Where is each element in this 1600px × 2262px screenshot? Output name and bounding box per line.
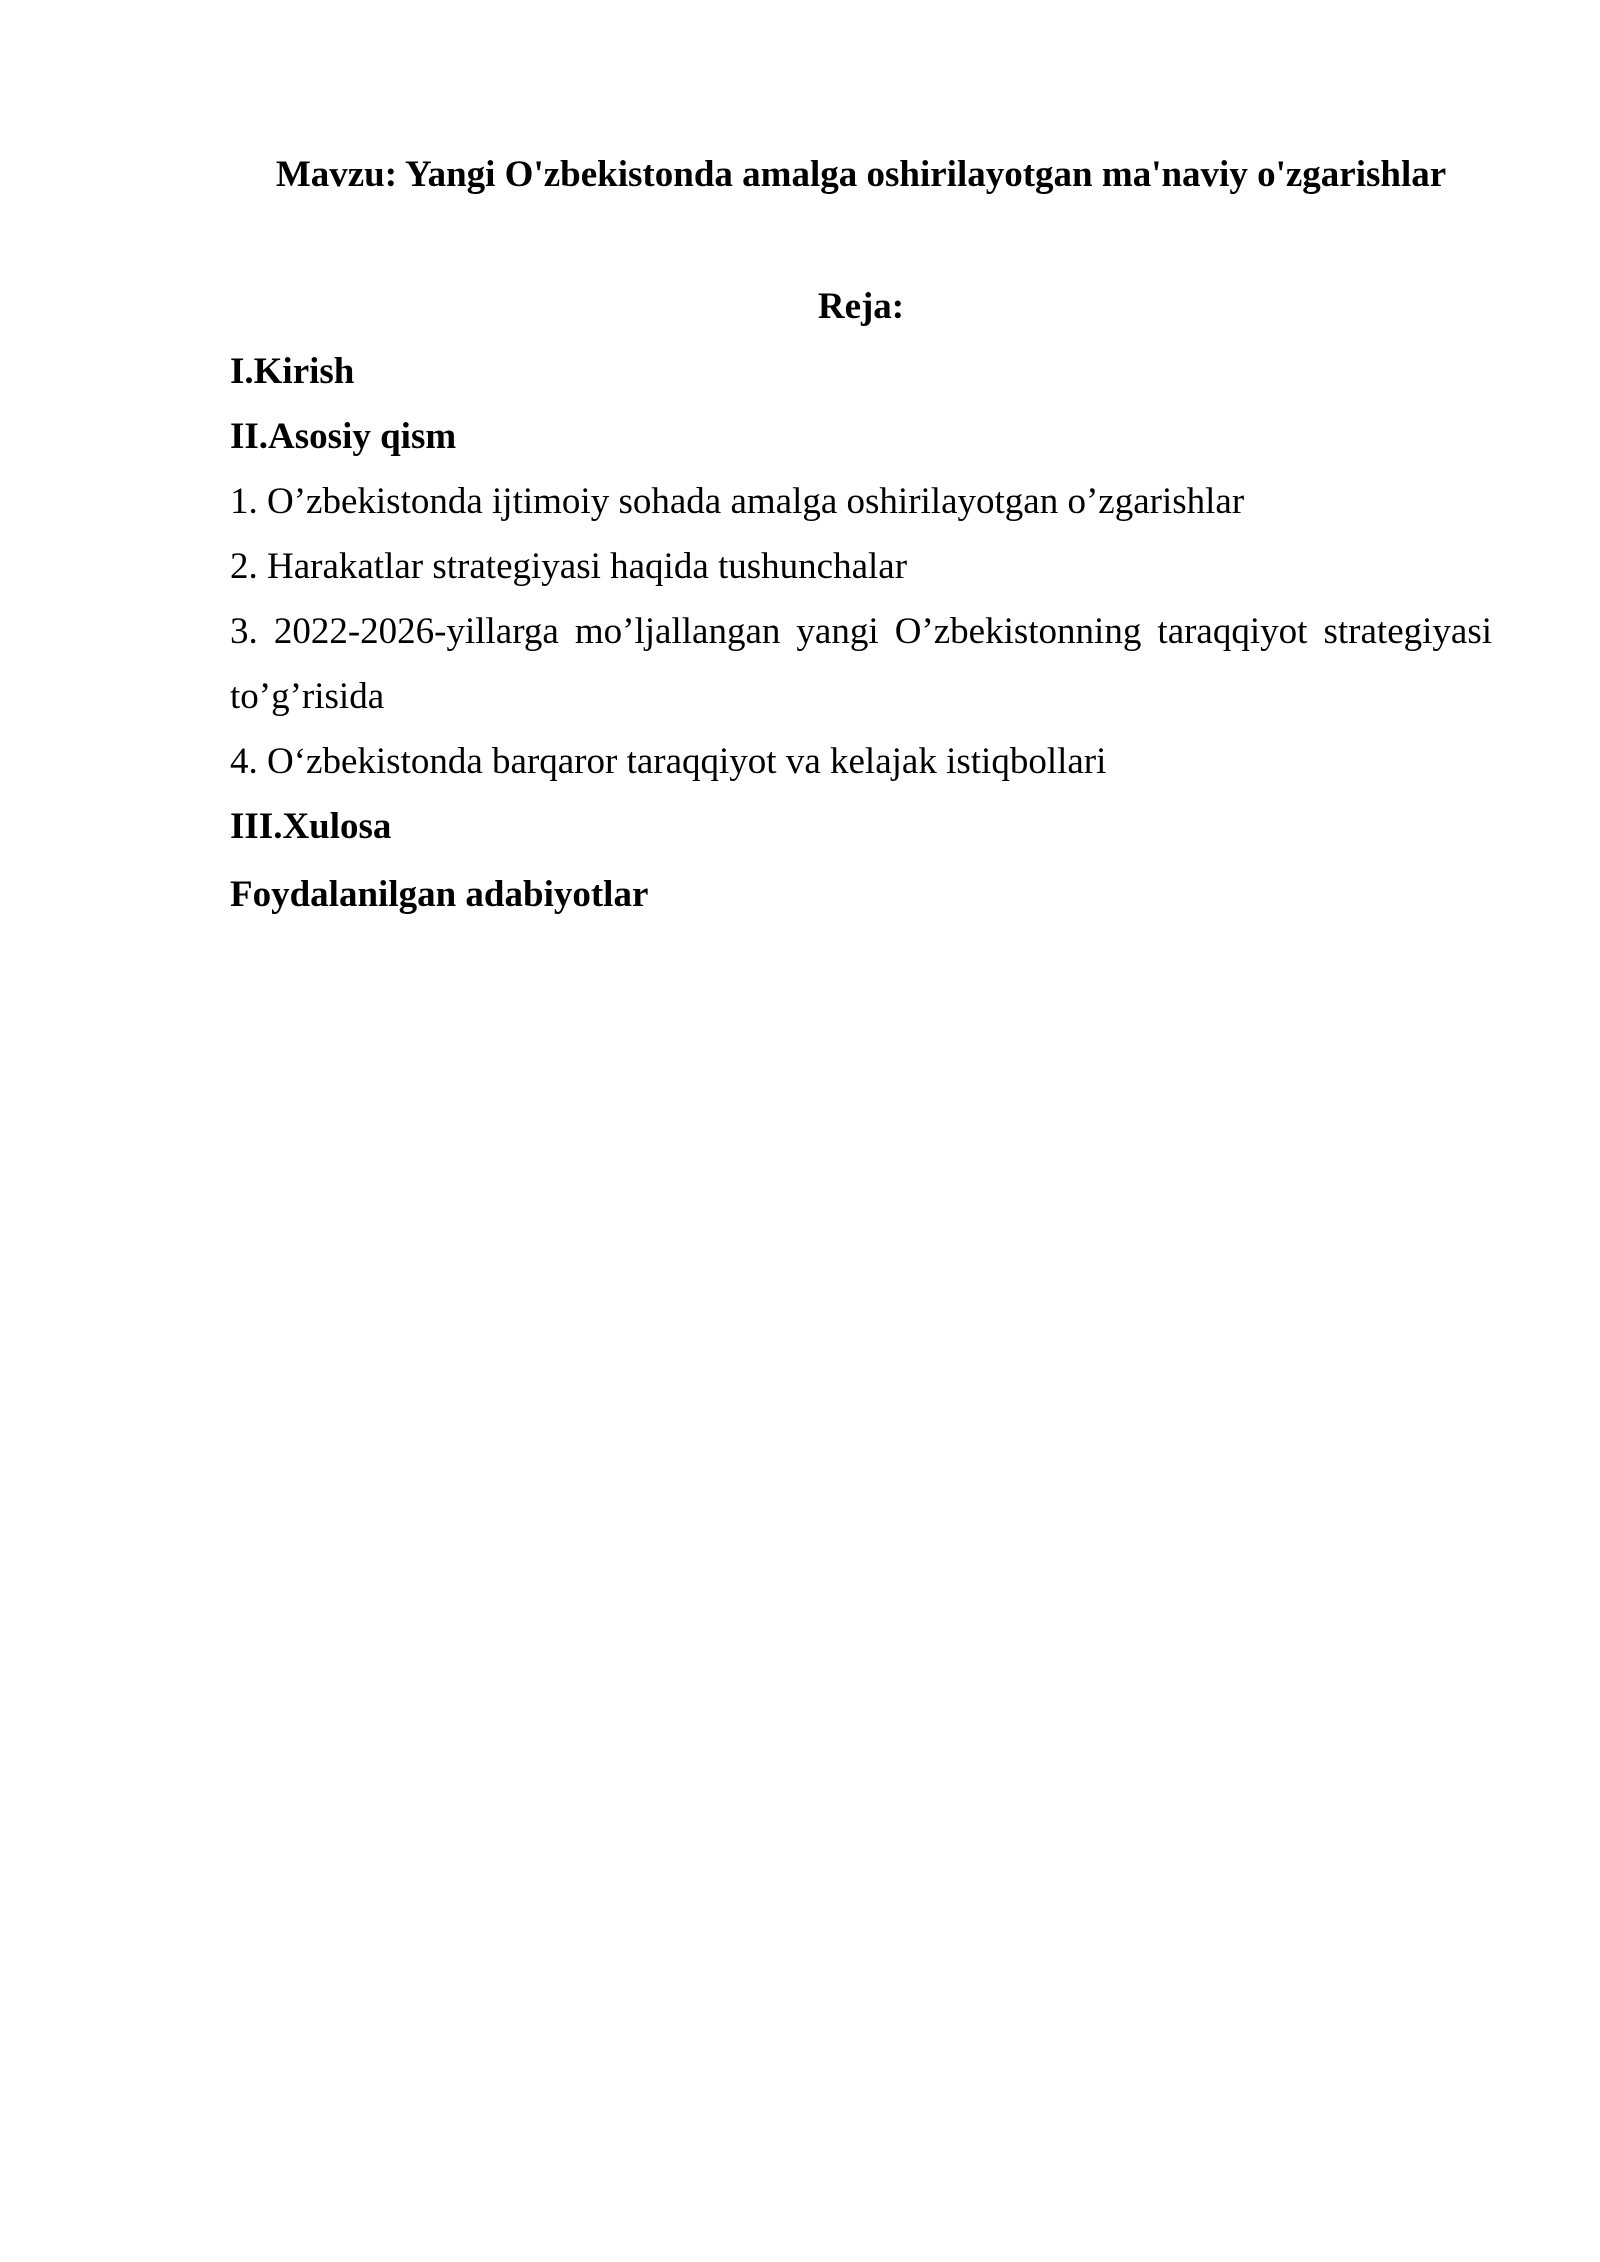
plan-references: Foydalanilgan adabiyotlar <box>230 874 649 915</box>
plan-main-part: II.Asosiy qism <box>230 416 457 457</box>
plan-heading: Reja: <box>817 286 905 327</box>
plan-item-2: 2. Harakatlar strategiyasi haqida tushunchalar <box>230 546 908 587</box>
document-title: Mavzu: Yangi O'zbekistonda amalga oshirilayotgan ma'naviy o'zgarishlar <box>275 154 1447 195</box>
plan-item-1: 1. O’zbekistonda ijtimoiy sohada amalga oshirilayotgan o’zgarishlar <box>230 481 1245 522</box>
plan-item-3-line-1: 3. 2022-2026-yillarga mo’ljallangan yangi O’zbekistonning taraqqiyot strategiyasi <box>230 611 1492 652</box>
plan-item-3-line-2: to’g’risida <box>230 676 385 717</box>
plan-intro: I.Kirish <box>230 351 355 392</box>
plan-conclusion: III.Xulosa <box>230 806 392 847</box>
plan-item-4: 4. O‘zbekistonda barqaror taraqqiyot va kelajak istiqbollari <box>230 741 1107 782</box>
